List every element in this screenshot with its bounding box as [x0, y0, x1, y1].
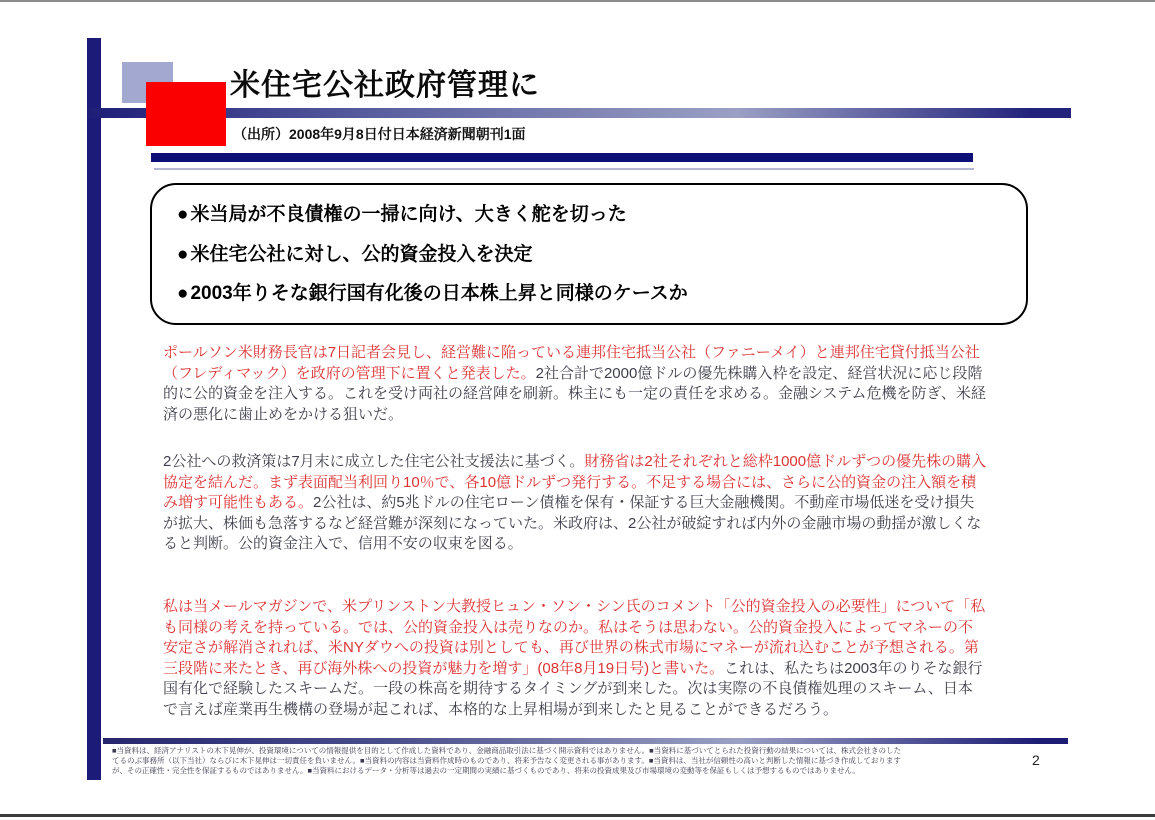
body-paragraph-1: [163, 343, 987, 425]
disclaimer-line: ■当資料は、経済アナリストの木下晃伸が、投資環境についての情報提供を目的として作成した資料であり、金融商品取引法に基づく開示資料ではありません。■当資料に基づいてとられた投資行動の結果については、株式会社きのした: [112, 746, 902, 755]
bullet-text: 米住宅公社に対し、公的資金投入を決定: [190, 243, 533, 265]
paragraph-segment: 財務省は2社それぞれと総枠1000億ドルずつの優先株の購入協定を結んだ。まず表面配当利回り10％で、各10億ドルずつ発行する。不足する場合には、さらに公的資金の注入額を積み増す可能性もある。: [163, 453, 987, 511]
bullet-text: 2003年りそな銀行国有化後の日本株上昇と同様のケースか: [190, 282, 688, 304]
disclaimer-line: が、その正確性・完全性を保証するものではありません。■当資料におけるデータ・分析等は過去の一定期間の実績に基づくものであり、将来の投資成果及び市場環境の変動等を保証もしくは予想するものではありません。: [112, 766, 860, 775]
page-title: 米住宅公社政府管理に: [230, 69, 540, 102]
bullet-icon: ●: [177, 243, 189, 265]
footer-disclaimer: [112, 746, 974, 776]
key-points-box: [150, 183, 1028, 325]
divider-line: [154, 168, 974, 170]
paragraph-segment: 2社合計で2000億ドルの優先株購入枠を設定、経営状況に応じ段階的に公的資金を注入する。これを受け両社の経営陣を刷新。株主にも一定の責任を求める。金融システム危機を防ぎ、米経済の悪化に歯止めをかける狙いだ。: [163, 364, 986, 423]
source-caption: （出所）2008年9月8日付日本経済新聞朝刊1面: [233, 126, 526, 142]
page-top-border: [0, 0, 1155, 2]
paragraph-segment: 2公社は、約5兆ドルの住宅ローン債権を保有・保証する巨大金融機関。不動産市場低迷を受け損失が拡大、株価も急落するなど経営難が深刻になっていた。米政府は、2公社が破綻すれば内外の金融市場の動揺が激しくなると判断。公的資金注入で、信用不安の収束を図る。: [163, 494, 982, 552]
bullet-text: 米当局が不良債権の一掃に向け、大きく舵を切った: [190, 204, 627, 226]
body-paragraph-3: [163, 597, 987, 720]
footer-gradient-bar: [103, 738, 1068, 744]
bullet-icon: ●: [177, 204, 189, 226]
red-square: [146, 82, 226, 146]
page-bottom-border: [0, 814, 1155, 817]
page-number: 2: [1032, 752, 1040, 768]
paragraph-segment: 私は当メールマガジンで、米プリンストン大教授ヒュン・ソン・シン氏のコメント「公的資金投入の必要性」について「私も同様の考えを持っている。では、公的資金投入は売りなのか。私はそうは思わない。公的資金投入によってマネーの不安定さが解消されれば、米NYダウへの投資は別としても、再び世界の株式市場にマネーが流れ込むことが予想される。第三段階に来たとき、再び海外株への投資が魅力を増す」(08年8月19日号)と書いた。: [163, 598, 986, 677]
bullet-item: [177, 205, 1026, 224]
left-accent-bar: [87, 38, 101, 780]
bullet-item: [177, 284, 1026, 303]
bullet-item: [177, 245, 1026, 264]
paragraph-segment: ポールソン米財務長官は7日記者会見し、経営難に陥っている連邦住宅抵当公社（ファニーメイ）と連邦住宅貸付抵当公社（フレディマック）を政府の管理下に置くと発表した。: [163, 344, 980, 382]
bullet-icon: ●: [177, 282, 189, 304]
header-gradient-bar: [87, 108, 1071, 118]
divider-bar: [151, 153, 973, 162]
paragraph-segment: 2公社への救済策は7月末に成立した住宅公社支援法に基づく。: [163, 453, 585, 470]
body-paragraph-2: [163, 452, 987, 555]
disclaimer-line: てるのぶ事務所（以下当社）ならびに木下晃伸は一切責任を負いません。■当資料の内容は当資料作成時のものであり、将来予告なく変更される事があります。■当資料は、当社が信頼性の高いと判断した情報に基づき作成しております: [112, 756, 901, 765]
paragraph-segment: これは、私たちは2003年のりそな銀行国有化で経験したスキームだ。一段の株高を期待するタイミングが到来した。次は実際の不良債権処理のスキーム、日本で言えば産業再生機構の登場が起これば、本格的な上昇相場が到来したと見ることができるだろう。: [163, 659, 983, 718]
